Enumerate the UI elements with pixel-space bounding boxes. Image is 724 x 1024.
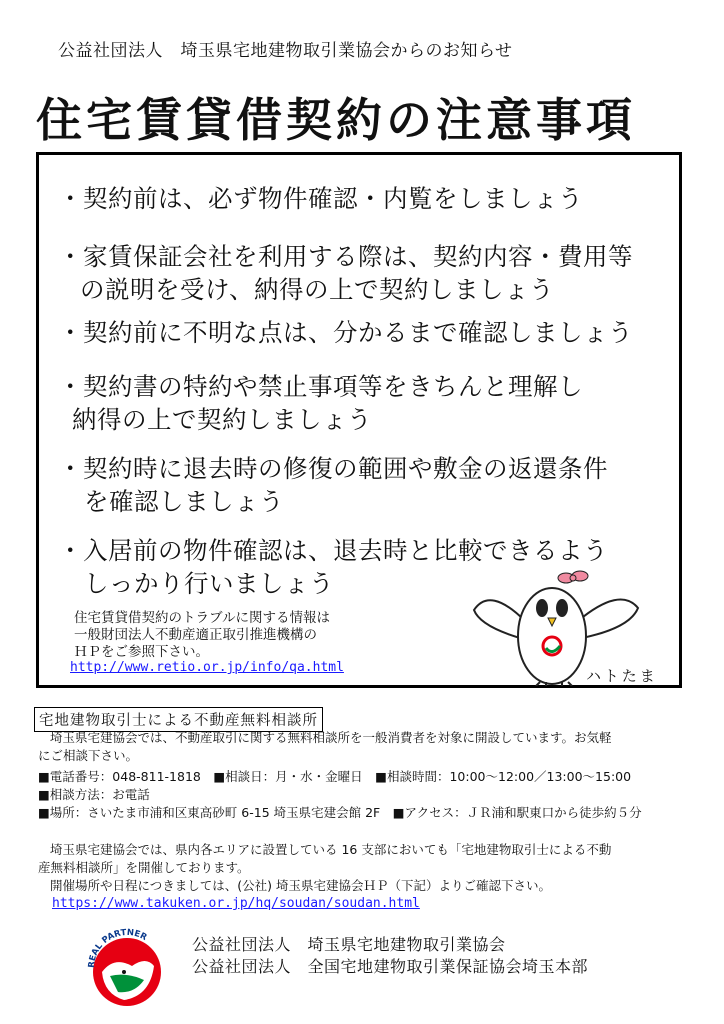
caution-line: ・家賃保証会社を利用する際は、契約内容・費用等 (58, 242, 633, 271)
ribbon-icon (558, 571, 588, 583)
caution-line: 納得の上で契約しましょう (72, 405, 372, 434)
caution-line: ・契約前は、必ず物件確認・内覧をしましょう (58, 184, 583, 213)
header-notice: 公益社団法人 埼玉県宅地建物取引業協会からのお知らせ (58, 41, 513, 61)
info-note-line: ＨＰをご参照下さい。 (74, 644, 209, 660)
consultation-heading: 宅地建物取引士による不動産無料相談所 (34, 707, 323, 732)
branch-text: 開催場所や日程につきましては、(公社) 埼玉県宅建協会ＨＰ（下記）よりご確認下さい。 (50, 878, 551, 893)
consultation-intro: にご相談下さい。 (38, 748, 139, 763)
caution-item (58, 182, 583, 215)
real-partner-logo (84, 922, 170, 1008)
mascot-name: ハトたま (586, 667, 658, 685)
takuken-link[interactable]: https://www.takuken.or.jp/hq/soudan/soudan.html (52, 896, 420, 911)
consultation-detail: ■相談方法：お電話 (38, 787, 150, 802)
caution-line: の説明を受け、納得の上で契約しましょう (80, 275, 555, 304)
caution-line: しっかり行いましょう (84, 569, 334, 598)
organization-name: 公益社団法人 埼玉県宅地建物取引業協会 (192, 935, 506, 954)
branch-text: 埼玉県宅建協会では、県内各エリアに設置している 16 支部においても「宅地建物取引士による不動 (50, 842, 612, 857)
branch-text: 産無料相談所」を開催しております。 (38, 860, 250, 875)
caution-item (58, 240, 633, 306)
info-note-line: 一般財団法人不動産適正取引推進機構の (74, 627, 317, 643)
logo-text: REAL PARTNER (86, 927, 149, 969)
info-note (74, 610, 330, 661)
organization-name: 公益社団法人 全国宅地建物取引業保証協会埼玉本部 (192, 957, 589, 976)
info-note-line: 住宅賃貸借契約のトラブルに関する情報は (74, 610, 330, 626)
caution-line: ・契約書の特約や禁止事項等をきちんと理解し (58, 372, 583, 401)
caution-item (58, 452, 608, 518)
caution-line: を確認しましょう (84, 487, 284, 516)
caution-line: ・入居前の物件確認は、退去時と比較できるよう (58, 536, 608, 565)
caution-line: ・契約時に退去時の修復の範囲や敷金の返還条件 (58, 454, 608, 483)
caution-line: ・契約前に不明な点は、分かるまで確認しましょう (58, 318, 633, 347)
retio-link[interactable]: http://www.retio.or.jp/info/qa.html (70, 660, 344, 675)
consultation-detail: ■電話番号：048-811-1818 ■相談日：月・水・金曜日 ■相談時間：10:00～12:00／13:00～15:00 (38, 769, 632, 784)
caution-item (58, 316, 633, 349)
page-title: 住宅賃貸借契約の注意事項 (36, 93, 636, 147)
caution-item (58, 370, 583, 436)
consultation-detail: ■場所：さいたま市浦和区東高砂町 6-15 埼玉県宅建会館 2F ■アクセス：ＪＲ浦和駅東口から徒歩約５分 (38, 805, 642, 820)
consultation-intro: 埼玉県宅建協会では、不動産取引に関する無料相談所を一般消費者を対象に開設しています。お気軽 (50, 730, 612, 745)
